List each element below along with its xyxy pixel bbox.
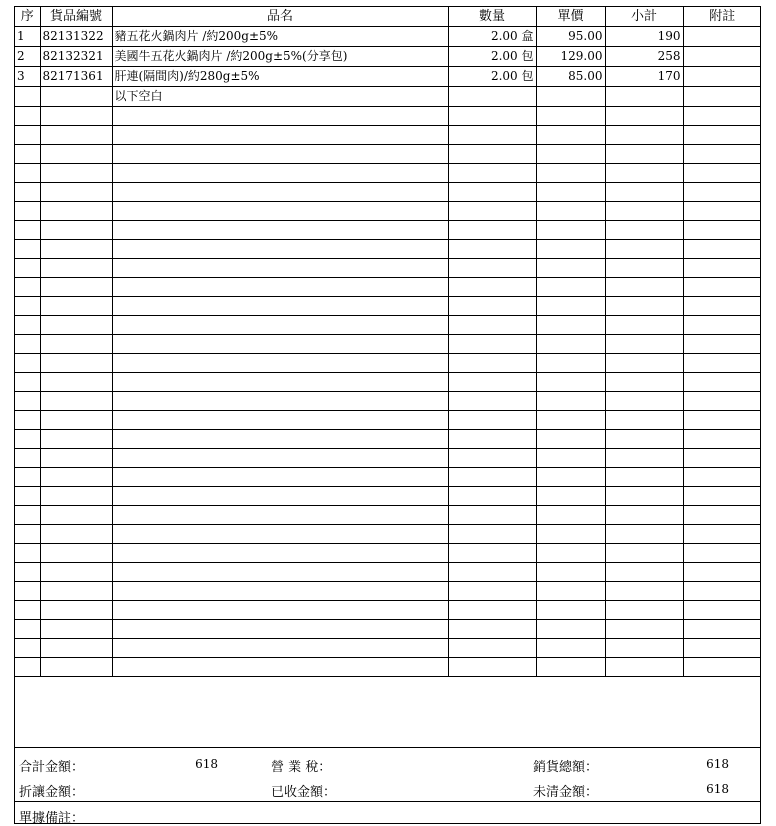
cell-note (683, 67, 761, 87)
cell-note (683, 411, 761, 430)
cell-subtotal (605, 126, 683, 145)
cell-qty (448, 240, 536, 259)
cell-code (40, 601, 112, 620)
cell-subtotal (605, 316, 683, 335)
table-row (15, 316, 761, 335)
cell-qty (448, 487, 536, 506)
cell-code (40, 449, 112, 468)
cell-qty (448, 658, 536, 677)
cell-name (112, 221, 448, 240)
cell-name (112, 658, 448, 677)
cell-subtotal (605, 563, 683, 582)
cell-note (683, 582, 761, 601)
cell-code (40, 354, 112, 373)
cell-note (683, 620, 761, 639)
cell-code (40, 316, 112, 335)
cell-price (536, 468, 605, 487)
cell-price: 95.00 (536, 27, 605, 47)
cell-price (536, 373, 605, 392)
cell-note (683, 202, 761, 221)
cell-name (112, 373, 448, 392)
cell-qty (448, 430, 536, 449)
cell-code: 82131322 (40, 27, 112, 47)
cell-qty (448, 639, 536, 658)
cell-qty (448, 506, 536, 525)
header-code: 貨品編號 (40, 7, 112, 27)
cell-subtotal (605, 601, 683, 620)
table-row (15, 202, 761, 221)
cell-code (40, 335, 112, 354)
cell-qty: 2.00 包 (448, 67, 536, 87)
cell-price (536, 335, 605, 354)
discount-label: 折讓金額： (19, 785, 85, 800)
cell-note (683, 392, 761, 411)
cell-seq (15, 487, 40, 506)
cell-subtotal (605, 354, 683, 373)
cell-code (40, 278, 112, 297)
cell-code: 82171361 (40, 67, 112, 87)
cell-subtotal (605, 221, 683, 240)
table-row (15, 297, 761, 316)
cell-subtotal (605, 411, 683, 430)
cell-subtotal (605, 240, 683, 259)
cell-name (112, 316, 448, 335)
cell-code (40, 544, 112, 563)
cell-code (40, 658, 112, 677)
cell-seq (15, 107, 40, 126)
cell-seq (15, 278, 40, 297)
cell-subtotal (605, 373, 683, 392)
cell-name (112, 544, 448, 563)
cell-note (683, 27, 761, 47)
cell-code (40, 107, 112, 126)
cell-seq (15, 582, 40, 601)
cell-qty (448, 601, 536, 620)
cell-price (536, 658, 605, 677)
table-row (15, 354, 761, 373)
table-row (15, 107, 761, 126)
cell-qty (448, 278, 536, 297)
sales-total-label: 銷貨總額： (533, 760, 599, 775)
cell-note (683, 145, 761, 164)
cell-name (112, 278, 448, 297)
cell-price (536, 107, 605, 126)
cell-name (112, 335, 448, 354)
cell-subtotal (605, 278, 683, 297)
cell-seq (15, 544, 40, 563)
cell-price: 129.00 (536, 47, 605, 67)
cell-price (536, 202, 605, 221)
cell-price (536, 411, 605, 430)
cell-price: 85.00 (536, 67, 605, 87)
cell-name (112, 297, 448, 316)
cell-seq (15, 145, 40, 164)
cell-qty (448, 126, 536, 145)
cell-price (536, 525, 605, 544)
cell-seq (15, 563, 40, 582)
cell-subtotal: 170 (605, 67, 683, 87)
table-row (15, 544, 761, 563)
table-row (15, 240, 761, 259)
cell-note (683, 373, 761, 392)
cell-name (112, 107, 448, 126)
cell-code (40, 297, 112, 316)
cell-price (536, 639, 605, 658)
invoice-form (14, 6, 761, 824)
table-row (15, 658, 761, 677)
cell-note (683, 601, 761, 620)
cell-price (536, 278, 605, 297)
cell-note (683, 183, 761, 202)
cell-price (536, 316, 605, 335)
cell-name (112, 392, 448, 411)
cell-name (112, 601, 448, 620)
cell-subtotal (605, 525, 683, 544)
cell-qty (448, 164, 536, 183)
cell-price (536, 601, 605, 620)
cell-note (683, 278, 761, 297)
cell-qty (448, 87, 536, 107)
cell-seq (15, 259, 40, 278)
cell-code (40, 221, 112, 240)
cell-seq (15, 658, 40, 677)
cell-subtotal (605, 639, 683, 658)
cell-price (536, 430, 605, 449)
cell-qty: 2.00 盒 (448, 27, 536, 47)
cell-qty (448, 373, 536, 392)
outstanding-label: 未清金額： (533, 785, 599, 800)
cell-code (40, 582, 112, 601)
cell-seq (15, 164, 40, 183)
table-row (15, 601, 761, 620)
cell-name: 肝連(隔間肉)/約280g±5% (112, 67, 448, 87)
cell-note (683, 164, 761, 183)
total-label: 合計金額： (19, 760, 85, 775)
cell-price (536, 354, 605, 373)
cell-qty (448, 449, 536, 468)
cell-name (112, 183, 448, 202)
header-price: 單價 (536, 7, 605, 27)
cell-seq (15, 392, 40, 411)
received-label: 已收金額： (271, 785, 337, 800)
cell-seq (15, 639, 40, 658)
cell-seq (15, 221, 40, 240)
header-seq: 序 (15, 7, 40, 27)
cell-note (683, 221, 761, 240)
cell-seq (15, 202, 40, 221)
sales-total-value: 618 (706, 757, 729, 771)
cell-name (112, 145, 448, 164)
cell-code (40, 411, 112, 430)
cell-code (40, 487, 112, 506)
cell-name (112, 202, 448, 221)
table-row (15, 87, 761, 107)
cell-name (112, 430, 448, 449)
cell-price (536, 544, 605, 563)
cell-code (40, 468, 112, 487)
cell-note (683, 126, 761, 145)
cell-code (40, 525, 112, 544)
cell-note (683, 487, 761, 506)
table-row (15, 47, 761, 67)
cell-subtotal (605, 202, 683, 221)
cell-note (683, 658, 761, 677)
cell-code (40, 259, 112, 278)
cell-price (536, 183, 605, 202)
table-row (15, 373, 761, 392)
cell-qty: 2.00 包 (448, 47, 536, 67)
cell-seq (15, 297, 40, 316)
cell-qty (448, 525, 536, 544)
cell-qty (448, 544, 536, 563)
cell-qty (448, 582, 536, 601)
table-row (15, 259, 761, 278)
cell-subtotal (605, 259, 683, 278)
cell-subtotal (605, 544, 683, 563)
cell-code (40, 240, 112, 259)
cell-seq (15, 430, 40, 449)
cell-note (683, 525, 761, 544)
cell-qty (448, 354, 536, 373)
cell-seq (15, 240, 40, 259)
cell-code (40, 183, 112, 202)
cell-seq (15, 506, 40, 525)
cell-subtotal (605, 183, 683, 202)
cell-qty (448, 221, 536, 240)
cell-seq (15, 620, 40, 639)
table-row (15, 449, 761, 468)
table-row (15, 620, 761, 639)
cell-price (536, 259, 605, 278)
cell-price (536, 145, 605, 164)
cell-seq (15, 601, 40, 620)
cell-seq (15, 87, 40, 107)
table-row (15, 278, 761, 297)
cell-subtotal (605, 582, 683, 601)
cell-name (112, 639, 448, 658)
cell-qty (448, 316, 536, 335)
cell-code (40, 392, 112, 411)
table-row (15, 430, 761, 449)
tax-label: 營 業 稅： (271, 760, 332, 775)
cell-price (536, 392, 605, 411)
cell-qty (448, 392, 536, 411)
cell-qty (448, 411, 536, 430)
cell-name (112, 620, 448, 639)
table-row (15, 468, 761, 487)
cell-name: 以下空白 (112, 87, 448, 107)
header-name: 品名 (112, 7, 448, 27)
cell-code (40, 563, 112, 582)
cell-seq: 1 (15, 27, 40, 47)
cell-seq (15, 183, 40, 202)
cell-note (683, 107, 761, 126)
table-row (15, 335, 761, 354)
cell-subtotal (605, 335, 683, 354)
cell-price (536, 563, 605, 582)
table-row (15, 164, 761, 183)
cell-subtotal (605, 449, 683, 468)
cell-note (683, 87, 761, 107)
cell-qty (448, 145, 536, 164)
table-row (15, 145, 761, 164)
table-row (15, 506, 761, 525)
cell-subtotal (605, 297, 683, 316)
cell-qty (448, 297, 536, 316)
cell-code (40, 506, 112, 525)
cell-price (536, 506, 605, 525)
cell-name (112, 506, 448, 525)
cell-seq (15, 373, 40, 392)
cell-seq (15, 335, 40, 354)
cell-name: 豬五花火鍋肉片 /約200g±5% (112, 27, 448, 47)
cell-subtotal (605, 164, 683, 183)
cell-subtotal (605, 506, 683, 525)
cell-price (536, 126, 605, 145)
cell-price (536, 221, 605, 240)
table-row (15, 487, 761, 506)
cell-note (683, 297, 761, 316)
outstanding-value: 618 (706, 782, 729, 796)
cell-qty (448, 468, 536, 487)
cell-qty (448, 107, 536, 126)
table-header-row (15, 7, 761, 27)
items-table (15, 7, 761, 677)
table-row (15, 582, 761, 601)
cell-seq (15, 411, 40, 430)
cell-note (683, 563, 761, 582)
cell-subtotal (605, 487, 683, 506)
cell-code (40, 620, 112, 639)
cell-subtotal (605, 468, 683, 487)
cell-price (536, 164, 605, 183)
cell-code (40, 126, 112, 145)
cell-note (683, 240, 761, 259)
header-note: 附註 (683, 7, 761, 27)
cell-name (112, 525, 448, 544)
cell-note (683, 335, 761, 354)
cell-name (112, 240, 448, 259)
cell-name (112, 411, 448, 430)
cell-subtotal (605, 430, 683, 449)
cell-name (112, 126, 448, 145)
cell-name (112, 449, 448, 468)
cell-code (40, 202, 112, 221)
cell-qty (448, 620, 536, 639)
cell-subtotal (605, 620, 683, 639)
cell-price (536, 87, 605, 107)
cell-note (683, 316, 761, 335)
remarks-label: 單據備註： (19, 811, 85, 826)
cell-price (536, 297, 605, 316)
cell-price (536, 582, 605, 601)
cell-price (536, 449, 605, 468)
table-row (15, 411, 761, 430)
table-row (15, 27, 761, 47)
cell-note (683, 544, 761, 563)
cell-note (683, 639, 761, 658)
cell-subtotal (605, 107, 683, 126)
cell-subtotal: 190 (605, 27, 683, 47)
cell-name (112, 468, 448, 487)
cell-seq (15, 354, 40, 373)
cell-subtotal (605, 658, 683, 677)
table-row (15, 639, 761, 658)
cell-qty (448, 202, 536, 221)
cell-name (112, 487, 448, 506)
cell-name: 美國牛五花火鍋肉片 /約200g±5%(分享包) (112, 47, 448, 67)
table-row (15, 126, 761, 145)
cell-name (112, 563, 448, 582)
table-row (15, 221, 761, 240)
cell-subtotal (605, 145, 683, 164)
cell-note (683, 430, 761, 449)
remarks-section (15, 801, 761, 826)
cell-note (683, 354, 761, 373)
cell-note (683, 259, 761, 278)
total-value: 618 (195, 757, 218, 771)
cell-price (536, 240, 605, 259)
cell-seq: 3 (15, 67, 40, 87)
header-qty: 數量 (448, 7, 536, 27)
cell-code (40, 145, 112, 164)
cell-code (40, 639, 112, 658)
table-row (15, 525, 761, 544)
cell-code (40, 430, 112, 449)
cell-name (112, 259, 448, 278)
cell-seq: 2 (15, 47, 40, 67)
cell-code (40, 87, 112, 107)
table-row (15, 67, 761, 87)
cell-code (40, 373, 112, 392)
cell-note (683, 506, 761, 525)
cell-seq (15, 316, 40, 335)
cell-seq (15, 449, 40, 468)
cell-qty (448, 563, 536, 582)
table-row (15, 392, 761, 411)
cell-name (112, 164, 448, 183)
summary-section (15, 747, 761, 802)
cell-seq (15, 525, 40, 544)
cell-name (112, 582, 448, 601)
cell-note (683, 47, 761, 67)
cell-seq (15, 468, 40, 487)
cell-qty (448, 183, 536, 202)
cell-subtotal: 258 (605, 47, 683, 67)
cell-subtotal (605, 392, 683, 411)
cell-subtotal (605, 87, 683, 107)
cell-code: 82132321 (40, 47, 112, 67)
cell-note (683, 468, 761, 487)
cell-note (683, 449, 761, 468)
table-row (15, 183, 761, 202)
cell-price (536, 620, 605, 639)
header-subtotal: 小計 (605, 7, 683, 27)
table-row (15, 563, 761, 582)
cell-seq (15, 126, 40, 145)
cell-qty (448, 335, 536, 354)
cell-name (112, 354, 448, 373)
cell-qty (448, 259, 536, 278)
cell-price (536, 487, 605, 506)
cell-code (40, 164, 112, 183)
